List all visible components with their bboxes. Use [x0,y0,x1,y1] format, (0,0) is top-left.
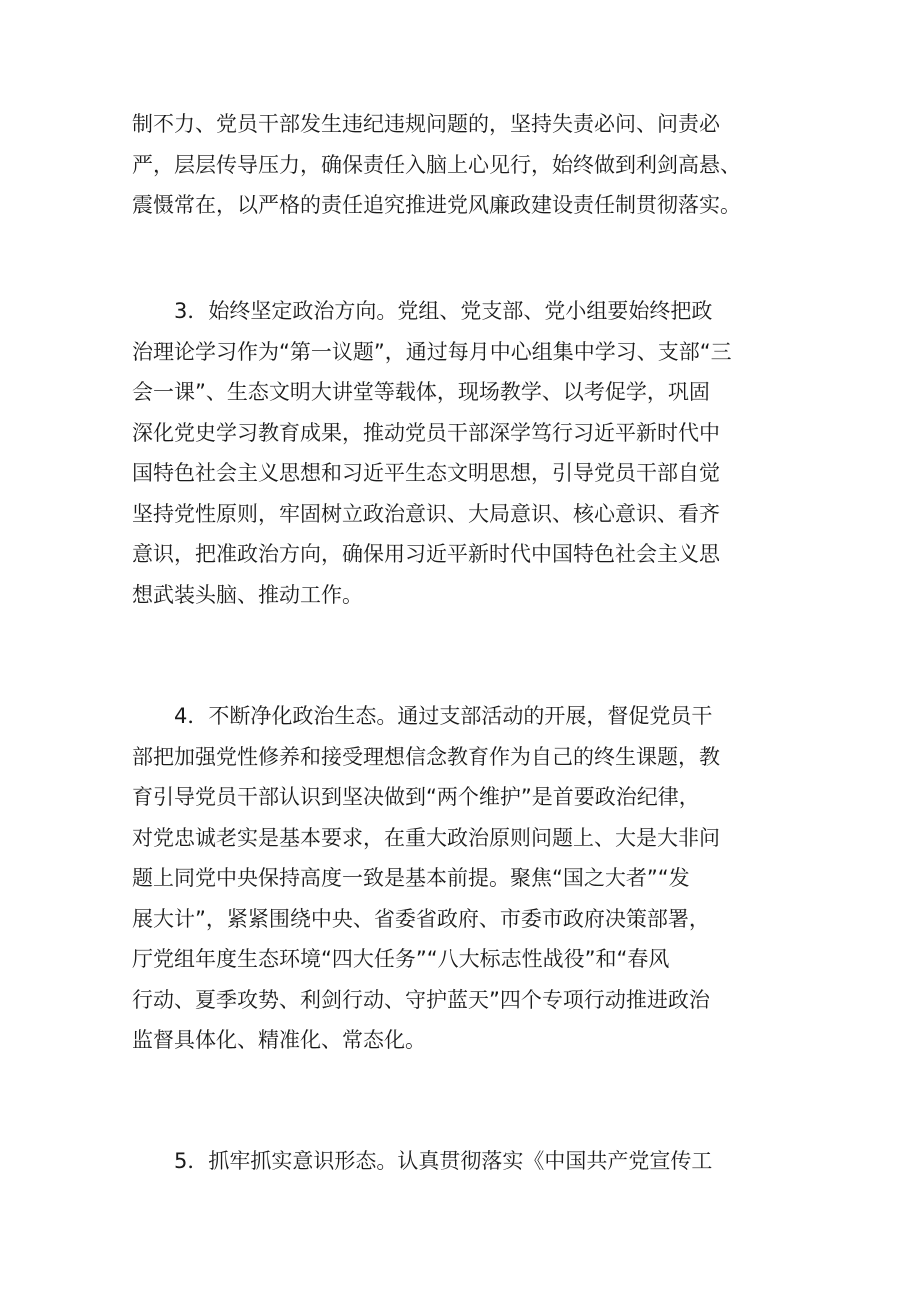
text-line: 国特色社会主义思想和习近平生态文明思想，引导党员干部自觉 [132,461,720,485]
text-line: 治理论学习作为“第一议题”，通过每月中心组集中学习、支部“三 [132,339,732,364]
text-line: 严，层层传导压力，确保责任入脑上心见行，始终做到利剑高悬、 [132,152,741,177]
text-line: 监督具体化、精准化、常态化。 [132,1028,426,1052]
text-line: 意识，把准政治方向，确保用习近平新时代中国特色社会主义思 [132,542,720,566]
text-line: 3．始终坚定政治方向。党组、党支部、党小组要始终把政 [174,299,713,323]
text-line: 会一课”、生态文明大讲堂等载体，现场教学、以考促学，巩固 [132,380,710,404]
text-line: 坚持党性原则，牢固树立政治意识、大局意识、核心意识、看齐 [132,501,720,526]
paragraph-5-ideology [132,1141,792,1182]
text-line: 4．不断净化政治生态。通过支部活动的开展，督促党员干 [174,704,713,728]
text-line: 想武装头脑、推动工作。 [132,582,363,607]
text-line: 育引导党员干部认识到坚决做到“两个维护”是首要政治纪律， [132,785,700,809]
text-line: 展大计”，紧紧围绕中央、省委省政府、市委市政府决策部署， [132,906,710,931]
paragraph-accountability-continued [132,104,792,226]
text-line: 深化党史学习教育成果，推动党员干部深学笃行习近平新时代中 [132,420,720,445]
text-line: 行动、夏季攻势、利剑行动、守护蓝天”四个专项行动推进政治 [132,987,710,1012]
text-line: 题上同党中央保持高度一致是基本前提。聚焦“国之大者”“发 [132,866,690,890]
text-line: 部把加强党性修养和接受理想信念教育作为自己的终生课题，教 [132,744,720,769]
text-line: 5．抓牢抓实意识形态。认真贯彻落实《中国共产党宣传工 [174,1149,713,1173]
paragraph-4-political-ecology [132,696,792,1061]
text-line: 震慑常在，以严格的责任追究推进党风廉政建设责任制贯彻落实。 [132,193,741,217]
paragraph-3-political-direction [132,291,792,615]
text-line: 厅党组年度生态环境“四大任务”“八大标志性战役”和“春风 [132,947,670,971]
text-line: 制不力、党员干部发生违纪违规问题的，坚持失责必问、问责必 [132,112,720,136]
text-line: 对党忠诚老实是基本要求，在重大政治原则问题上、大是大非问 [132,825,720,850]
